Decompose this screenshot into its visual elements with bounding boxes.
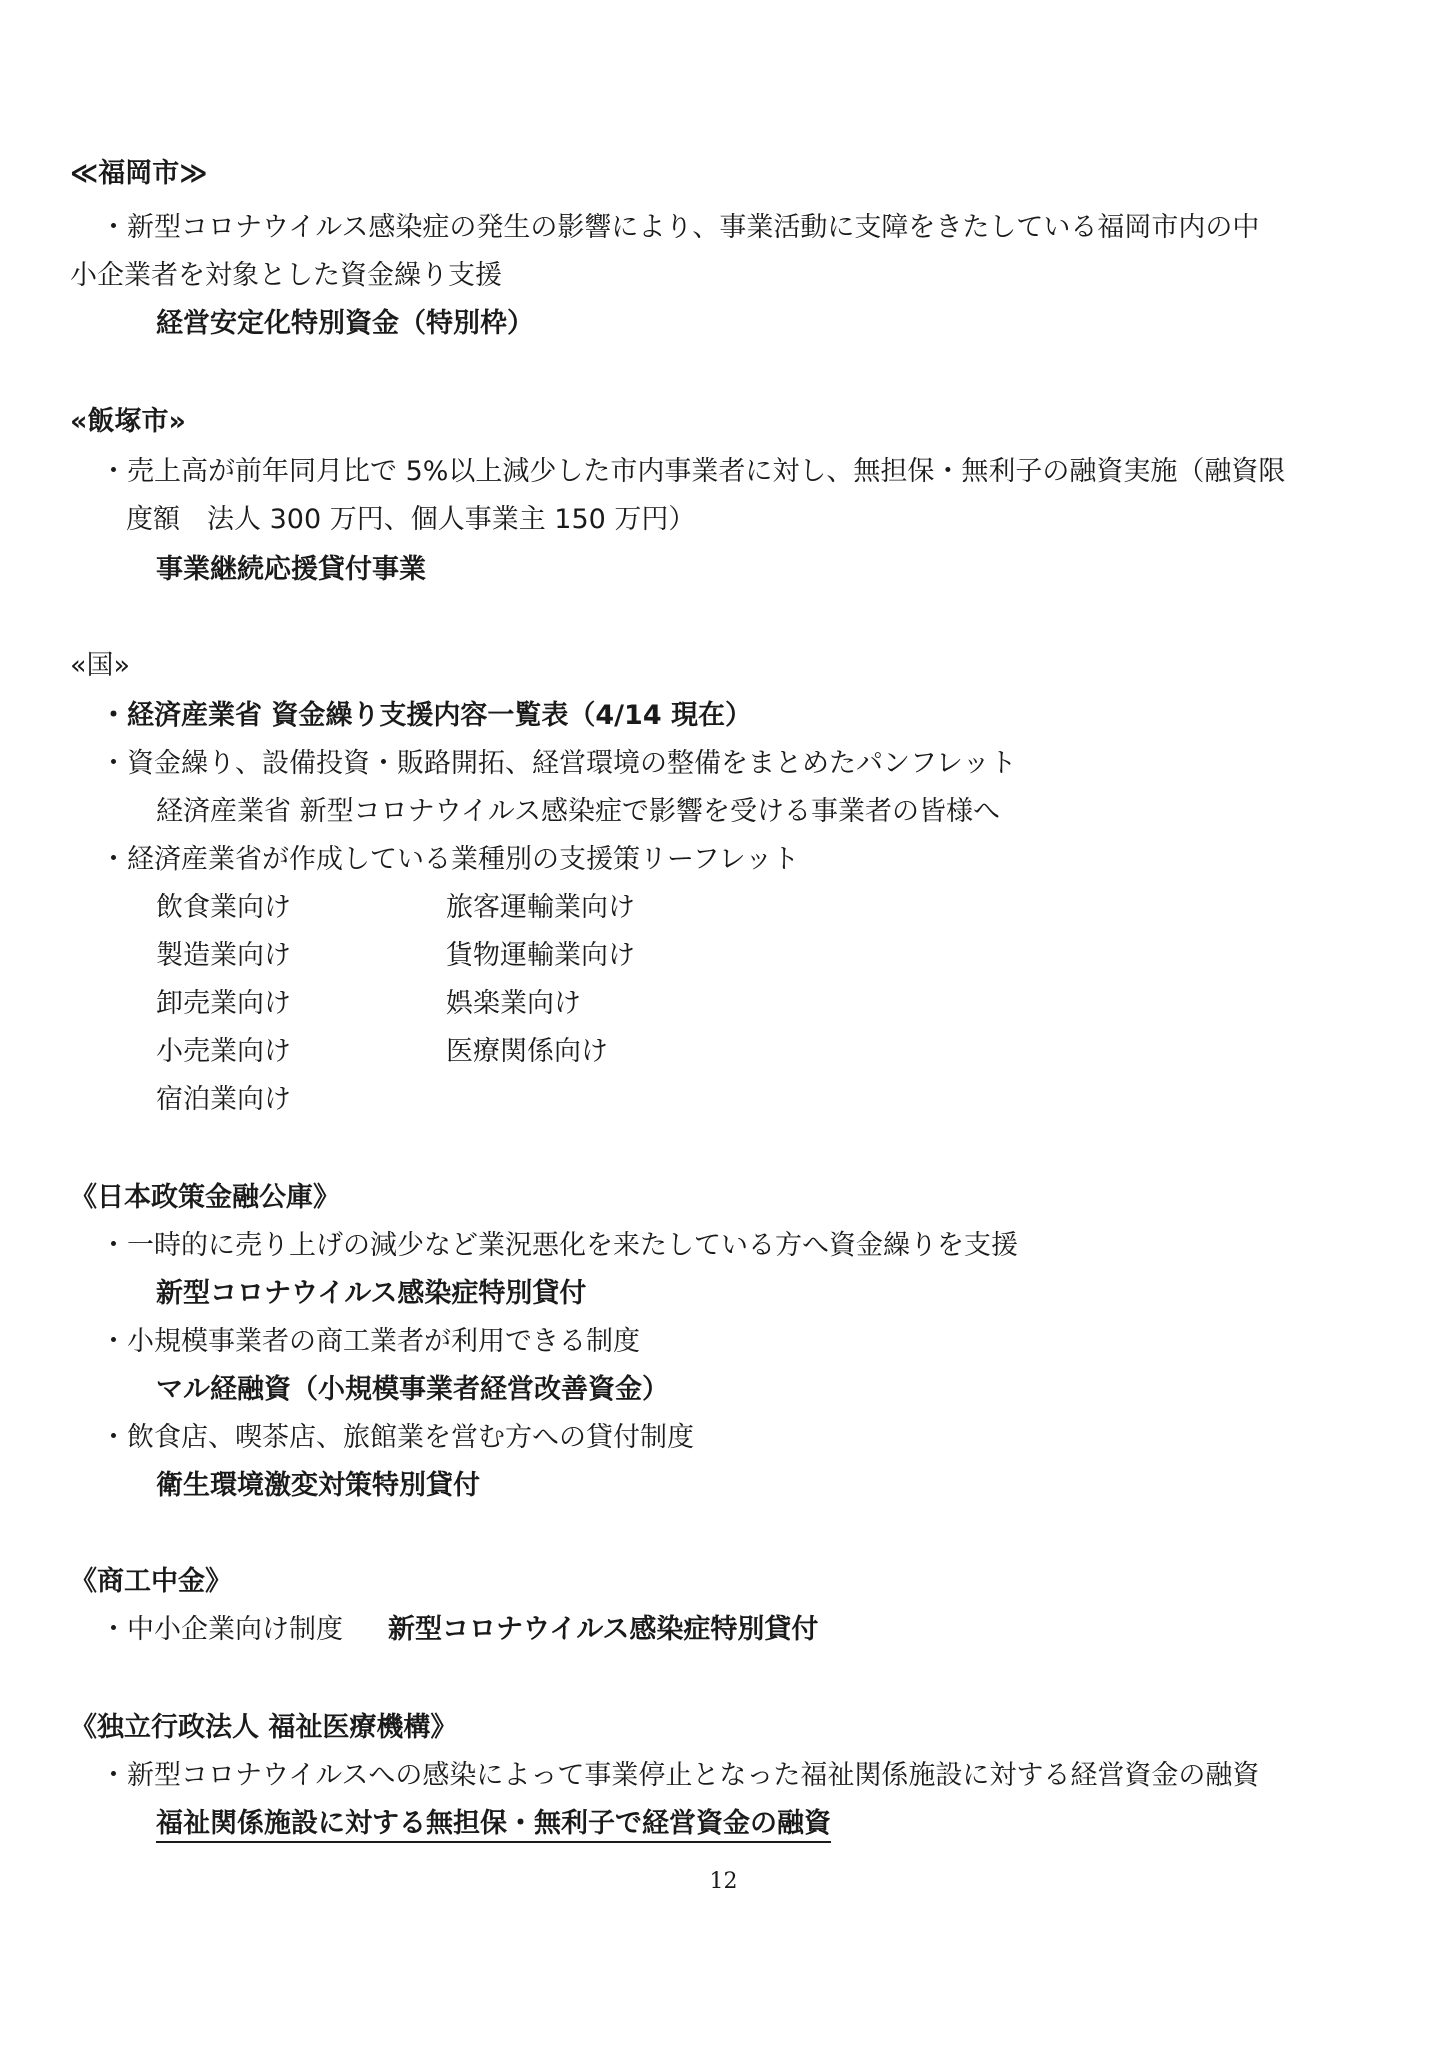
section-heading-shoko: 《商工中金》 — [70, 1566, 232, 1597]
section-heading-jfc: 《日本政策金融公庫》 — [70, 1182, 340, 1213]
iizuka-program-link[interactable]: 事業継続応援貸付事業 — [156, 554, 426, 585]
section-heading-iizuka: «飯塚市» — [70, 406, 186, 437]
kuni-item2: ・資金繰り、設備投資・販路開拓、経営環境の整備をまとめたパンフレット — [100, 748, 1017, 779]
iizuka-bullet-line1: ・売上高が前年同月比で 5%以上減少した市内事業者に対し、無担保・無利子の融資実施（融資限 — [100, 456, 1286, 487]
leaflet-left-2[interactable]: 製造業向け — [156, 940, 291, 971]
fukuoka-bullet-line2: 小企業者を対象とした資金繰り支援 — [70, 260, 502, 291]
wam-item: ・新型コロナウイルスへの感染によって事業停止となった福祉関係施設に対する経営資金の融資 — [100, 1760, 1260, 1791]
kuni-item3: ・経済産業省が作成している業種別の支援策リーフレット — [100, 844, 800, 875]
leaflet-right-3[interactable]: 娯楽業向け — [446, 988, 581, 1019]
jfc-item2: ・小規模事業者の商工業者が利用できる制度 — [100, 1326, 640, 1357]
jfc-item1: ・一時的に売り上げの減少など業況悪化を来たしている方へ資金繰りを支援 — [100, 1230, 1018, 1261]
jfc-item3: ・飲食店、喫茶店、旅館業を営む方への貸付制度 — [100, 1422, 694, 1453]
jfc-item3-program-link[interactable]: 衛生環境激変対策特別貸付 — [156, 1470, 480, 1501]
fukuoka-program-link[interactable]: 経営安定化特別資金（特別枠） — [156, 308, 534, 339]
jfc-item2-program-link[interactable]: マル経融資（小規模事業者経営改善資金） — [156, 1374, 669, 1405]
meti-pamphlet-link[interactable]: 経済産業省 新型コロナウイルス感染症で影響を受ける事業者の皆様へ — [156, 796, 1000, 827]
leaflet-right-4[interactable]: 医療関係向け — [446, 1036, 608, 1067]
leaflet-right-2[interactable]: 貨物運輸業向け — [446, 940, 635, 971]
iizuka-bullet-line2: 度額 法人 300 万円、個人事業主 150 万円） — [126, 504, 696, 535]
jfc-item1-program-link[interactable]: 新型コロナウイルス感染症特別貸付 — [156, 1278, 587, 1309]
section-heading-kuni: «国» — [70, 650, 131, 681]
meti-funding-list-link[interactable]: ・経済産業省 資金繰り支援内容一覧表（4/14 現在） — [100, 700, 753, 731]
wam-program-link[interactable] — [156, 1806, 831, 1842]
shoko-item-label: ・中小企業向け制度 — [100, 1614, 343, 1645]
page-number: 12 — [709, 1869, 738, 1894]
wam-program-text[interactable]: 福祉関係施設に対する無担保・無利子で経営資金の融資 — [156, 1808, 831, 1843]
shoko-program-link[interactable]: 新型コロナウイルス感染症特別貸付 — [388, 1614, 819, 1645]
section-heading-fukuoka: ≪福岡市≫ — [70, 158, 208, 189]
section-heading-wam: 《独立行政法人 福祉医療機構》 — [70, 1712, 458, 1743]
leaflet-left-4[interactable]: 小売業向け — [156, 1036, 291, 1067]
leaflet-left-1[interactable]: 飲食業向け — [156, 892, 291, 923]
leaflet-right-1[interactable]: 旅客運輸業向け — [446, 892, 635, 923]
fukuoka-bullet-line1: ・新型コロナウイルス感染症の発生の影響により、事業活動に支障をきたしている福岡市内の中 — [100, 212, 1260, 243]
leaflet-left-5[interactable]: 宿泊業向け — [156, 1084, 291, 1115]
leaflet-left-3[interactable]: 卸売業向け — [156, 988, 291, 1019]
